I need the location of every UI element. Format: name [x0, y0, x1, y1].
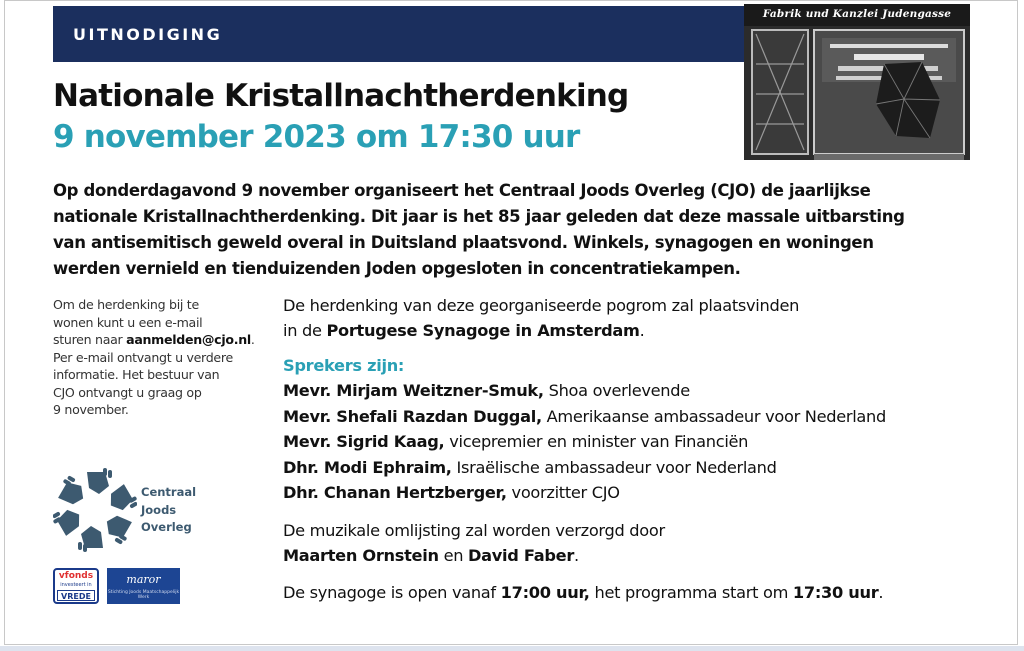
- speaker-role: Israëlische ambassadeur voor Nederland: [451, 457, 777, 477]
- vfonds-name: vfonds: [58, 571, 94, 581]
- venue-place: Portugese Synagoge in Amsterdam: [326, 321, 640, 340]
- maror-tagline: Stichting Joods Maatschappelijk Werk: [107, 590, 180, 600]
- music-text: en: [438, 545, 469, 565]
- intro-line: werden vernield en tienduizenden Joden opgesloten in concentratiekampen.: [53, 259, 741, 278]
- spacer: [283, 568, 983, 580]
- intro-line: Op donderdagavond 9 november organiseert het Centraal Joods Overleg (CJO) de jaarlijkse: [53, 181, 871, 200]
- note-line: CJO ontvangt u graag op: [53, 384, 202, 400]
- musician-name: David Faber: [468, 545, 574, 565]
- registration-note: [53, 296, 268, 419]
- speaker-name: Dhr. Modi Ephraim,: [283, 457, 452, 477]
- maror-name: maror: [126, 573, 161, 586]
- note-line: [53, 331, 268, 349]
- speaker-name: Mevr. Sigrid Kaag,: [283, 432, 445, 451]
- speaker-item: [283, 429, 983, 455]
- logo-line: Overleg: [141, 520, 192, 534]
- cjo-logo: [53, 462, 213, 558]
- speaker-name: Mevr. Mirjam Weitzner-Smuk,: [283, 381, 544, 400]
- shop-sign-text: Fabrik und Kanzlei Judengasse: [762, 8, 952, 20]
- vfonds-tagline: investeert in: [60, 582, 92, 588]
- speaker-item: [283, 404, 983, 430]
- music-line: [283, 543, 983, 568]
- intro-line: nationale Kristallnachtherdenking. Dit jaar is het 85 jaar geleden dat deze massale uitbarsting: [53, 207, 905, 226]
- opening-line: [283, 580, 983, 605]
- hands-circle-icon: [53, 462, 137, 558]
- opening-text: .: [878, 582, 884, 602]
- open-time: 17:00 uur,: [500, 582, 590, 602]
- vfonds-logo: [53, 568, 99, 604]
- music-text: .: [574, 545, 579, 565]
- speaker-item: [283, 378, 983, 404]
- speakers-heading: Sprekers zijn:: [283, 356, 405, 375]
- note-line: wonen kunt u een e-mail: [53, 314, 203, 330]
- shop-window-photo: [744, 4, 970, 160]
- speaker-role: Shoa overlevende: [543, 381, 690, 400]
- logo-text: [141, 484, 196, 537]
- intro-line: van antisemitisch geweld overal in Duitsland plaatsvond. Winkels, synagogen en woningen: [53, 233, 874, 252]
- spacer: [283, 506, 983, 518]
- musician-name: Maarten Ornstein: [283, 545, 439, 565]
- music-line: De muzikale omlijsting zal worden verzorgd door: [283, 520, 665, 540]
- speaker-role: Amerikaanse ambassadeur voor Nederland: [541, 406, 886, 426]
- note-line: Per e-mail ontvangt u verdere: [53, 349, 233, 365]
- speaker-role: voorzitter CJO: [506, 483, 620, 502]
- logo-line: Centraal: [141, 485, 197, 499]
- event-datetime: 9 november 2023 om 17:30 uur: [53, 119, 580, 155]
- intro-paragraph: [53, 178, 953, 282]
- email-link[interactable]: aanmelden@cjo.nl: [126, 332, 251, 347]
- venue-text: in de: [283, 321, 327, 340]
- page-title: Nationale Kristallnachtherdenking: [53, 78, 629, 114]
- speaker-role: vicepremier en minister van Financiën: [444, 432, 749, 451]
- historic-photo: [744, 4, 970, 160]
- speaker-item: [283, 480, 983, 506]
- banner-label: UITNODIGING: [73, 25, 223, 44]
- program-details: [283, 293, 983, 605]
- note-text: sturen naar: [53, 332, 127, 347]
- note-text: .: [250, 332, 255, 347]
- logo-line: Joods: [141, 502, 177, 517]
- opening-text: het programma start om: [589, 582, 793, 602]
- note-line: 9 november.: [53, 402, 129, 417]
- speaker-name: Dhr. Chanan Hertzberger,: [283, 483, 507, 502]
- opening-text: De synagoge is open vanaf: [283, 582, 501, 602]
- speaker-item: [283, 455, 983, 481]
- note-line: informatie. Het bestuur van: [53, 367, 220, 382]
- maror-logo: [107, 568, 180, 604]
- venue-line: [283, 318, 983, 343]
- start-time: 17:30 uur: [792, 582, 879, 602]
- speaker-name: Mevr. Shefali Razdan Duggal,: [283, 406, 542, 426]
- venue-text: .: [639, 321, 645, 340]
- header-banner: [53, 6, 744, 62]
- bottom-strip: [0, 646, 1024, 651]
- venue-line: De herdenking van deze georganiseerde pogrom zal plaatsvinden: [283, 296, 800, 315]
- note-line: Om de herdenking bij te: [53, 297, 199, 312]
- vfonds-word: VREDE: [57, 590, 95, 601]
